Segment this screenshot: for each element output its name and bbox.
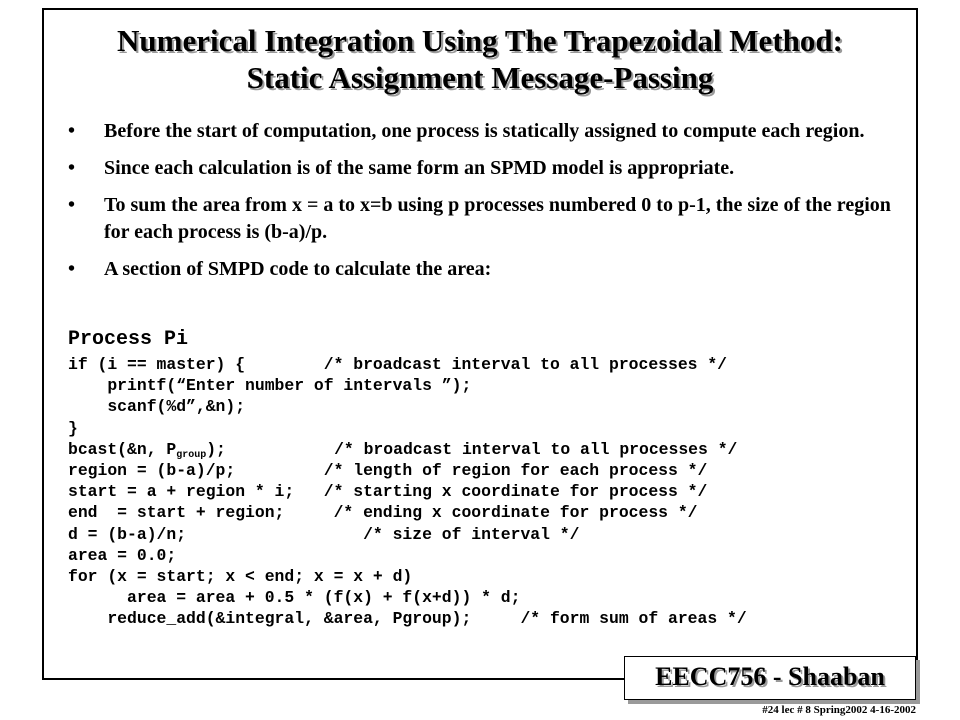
- bullet-item: [68, 118, 918, 145]
- code-line: [68, 439, 918, 460]
- code-line: for (x = start; x < end; x = x + d): [68, 567, 413, 587]
- bullet-text: Since each calculation is of the same form an SPMD model is appropriate.: [104, 157, 735, 179]
- bullet-dot-icon: •: [68, 194, 76, 216]
- code-subscript: group: [176, 449, 207, 461]
- bullet-dot-icon: •: [68, 258, 76, 280]
- bullet-list: [68, 118, 918, 293]
- code-line: printf(“Enter number of intervals ”);: [68, 376, 472, 396]
- code-line: scanf(%d”,&n);: [68, 397, 246, 417]
- slide-footer: #24 lec # 8 Spring2002 4-16-2002: [762, 704, 916, 716]
- bullet-text: To sum the area from x = a to x=b using p processes numbered 0 to p-1, the size of the region for each process is (b-a)/p.: [104, 194, 891, 243]
- bullet-dot-icon: •: [68, 120, 76, 142]
- bullet-item: [68, 256, 918, 283]
- bullet-text: Before the start of computation, one process is statically assigned to compute each region.: [104, 120, 865, 142]
- code-line: d = (b-a)/n; /* size of interval */: [68, 524, 580, 544]
- code-line: start = a + region * i; /* starting x coordinate for process */: [68, 482, 708, 502]
- code-bcast-call: bcast(&n, P: [68, 439, 177, 459]
- title-line-1: Numerical Integration Using The Trapezoidal Method:: [117, 23, 843, 58]
- bullet-text: A section of SMPD code to calculate the area:: [104, 258, 492, 280]
- code-line: if (i == master) { /* broadcast interval to all processes */: [68, 355, 728, 374]
- bullet-dot-icon: •: [68, 157, 76, 179]
- code-line: area = area + 0.5 * (f(x) + f(x+d)) * d;: [68, 588, 521, 608]
- slide-title: [42, 22, 918, 96]
- code-line: region = (b-a)/p; /* length of region for each process */: [68, 461, 708, 481]
- bullet-item: [68, 155, 918, 182]
- code-block: [68, 326, 918, 630]
- code-bcast-rest: ); /* broadcast interval to all processes */: [206, 439, 738, 459]
- code-line: reduce_add(&integral, &area, Pgroup); /* form sum of areas */: [68, 609, 747, 629]
- code-line: end = start + region; /* ending x coordinate for process */: [68, 503, 698, 523]
- course-badge: EECC756 - Shaaban: [624, 656, 916, 700]
- code-heading: Process Pi: [68, 328, 189, 351]
- bullet-item: [68, 192, 918, 246]
- title-line-2: Static Assignment Message-Passing: [246, 60, 714, 95]
- code-line: }: [68, 418, 78, 438]
- code-line: area = 0.0;: [68, 545, 177, 565]
